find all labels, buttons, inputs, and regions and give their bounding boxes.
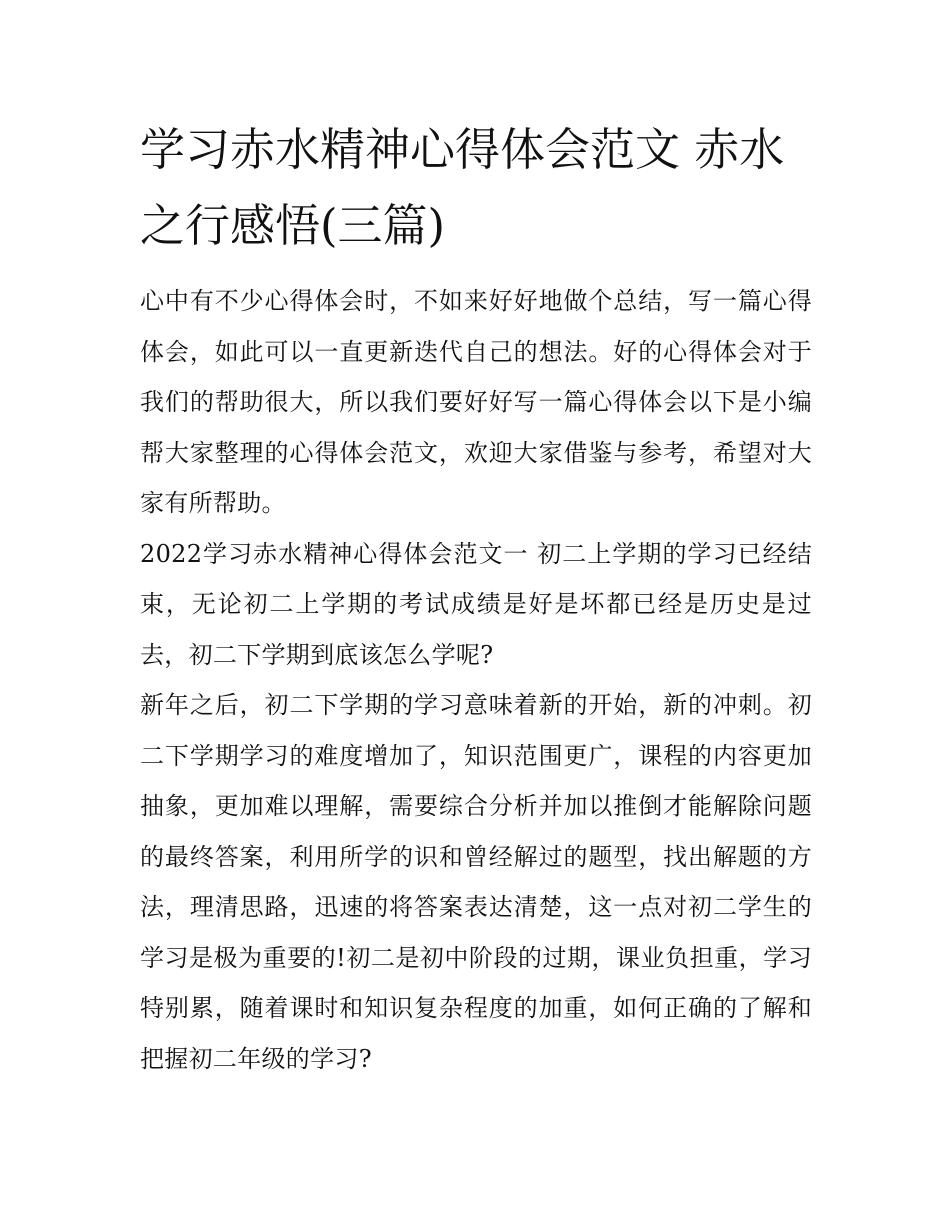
paragraph-new-semester: 新年之后，初二下学期的学习意味着新的开始，新的冲刺。初二下学期学习的难度增加了，知识范围更广，课程的内容更加抽象，更加难以理解，需要综合分析并加以推倒才能解除问题的最终答案，利用所学的识和曾经解过的题型，找出解题的方法，理清思路，迅速的将答案表达清楚，这一点对初二学生的学习是极为重要的!初二是初中阶段的过期，课业负担重，学习特别累，随着课时和知识复杂程度的加重，如何正确的了解和把握初二年级的学习?: [140, 691, 812, 1073]
paragraph-intro: 心中有不少心得体会时，不如来好好地做个总结，写一篇心得体会，如此可以一直更新迭代自己的想法。好的心得体会对于我们的帮助很大，所以我们要好好写一篇心得体会以下是小编帮大家整理的心得体会范文，欢迎大家借鉴与参考，希望对大家有所帮助。: [140, 287, 812, 517]
document-body: [140, 276, 812, 1084]
document-title: 学习赤水精神心得体会范文 赤水之行感悟(三篇): [140, 123, 785, 252]
paragraph-essay-one-intro: 2022学习赤水精神心得体会范文一 初二上学期的学习已经结束，无论初二上学期的考试成绩是好是坏都已经是历史是过去，初二下学期到底该怎么学呢?: [140, 539, 812, 669]
